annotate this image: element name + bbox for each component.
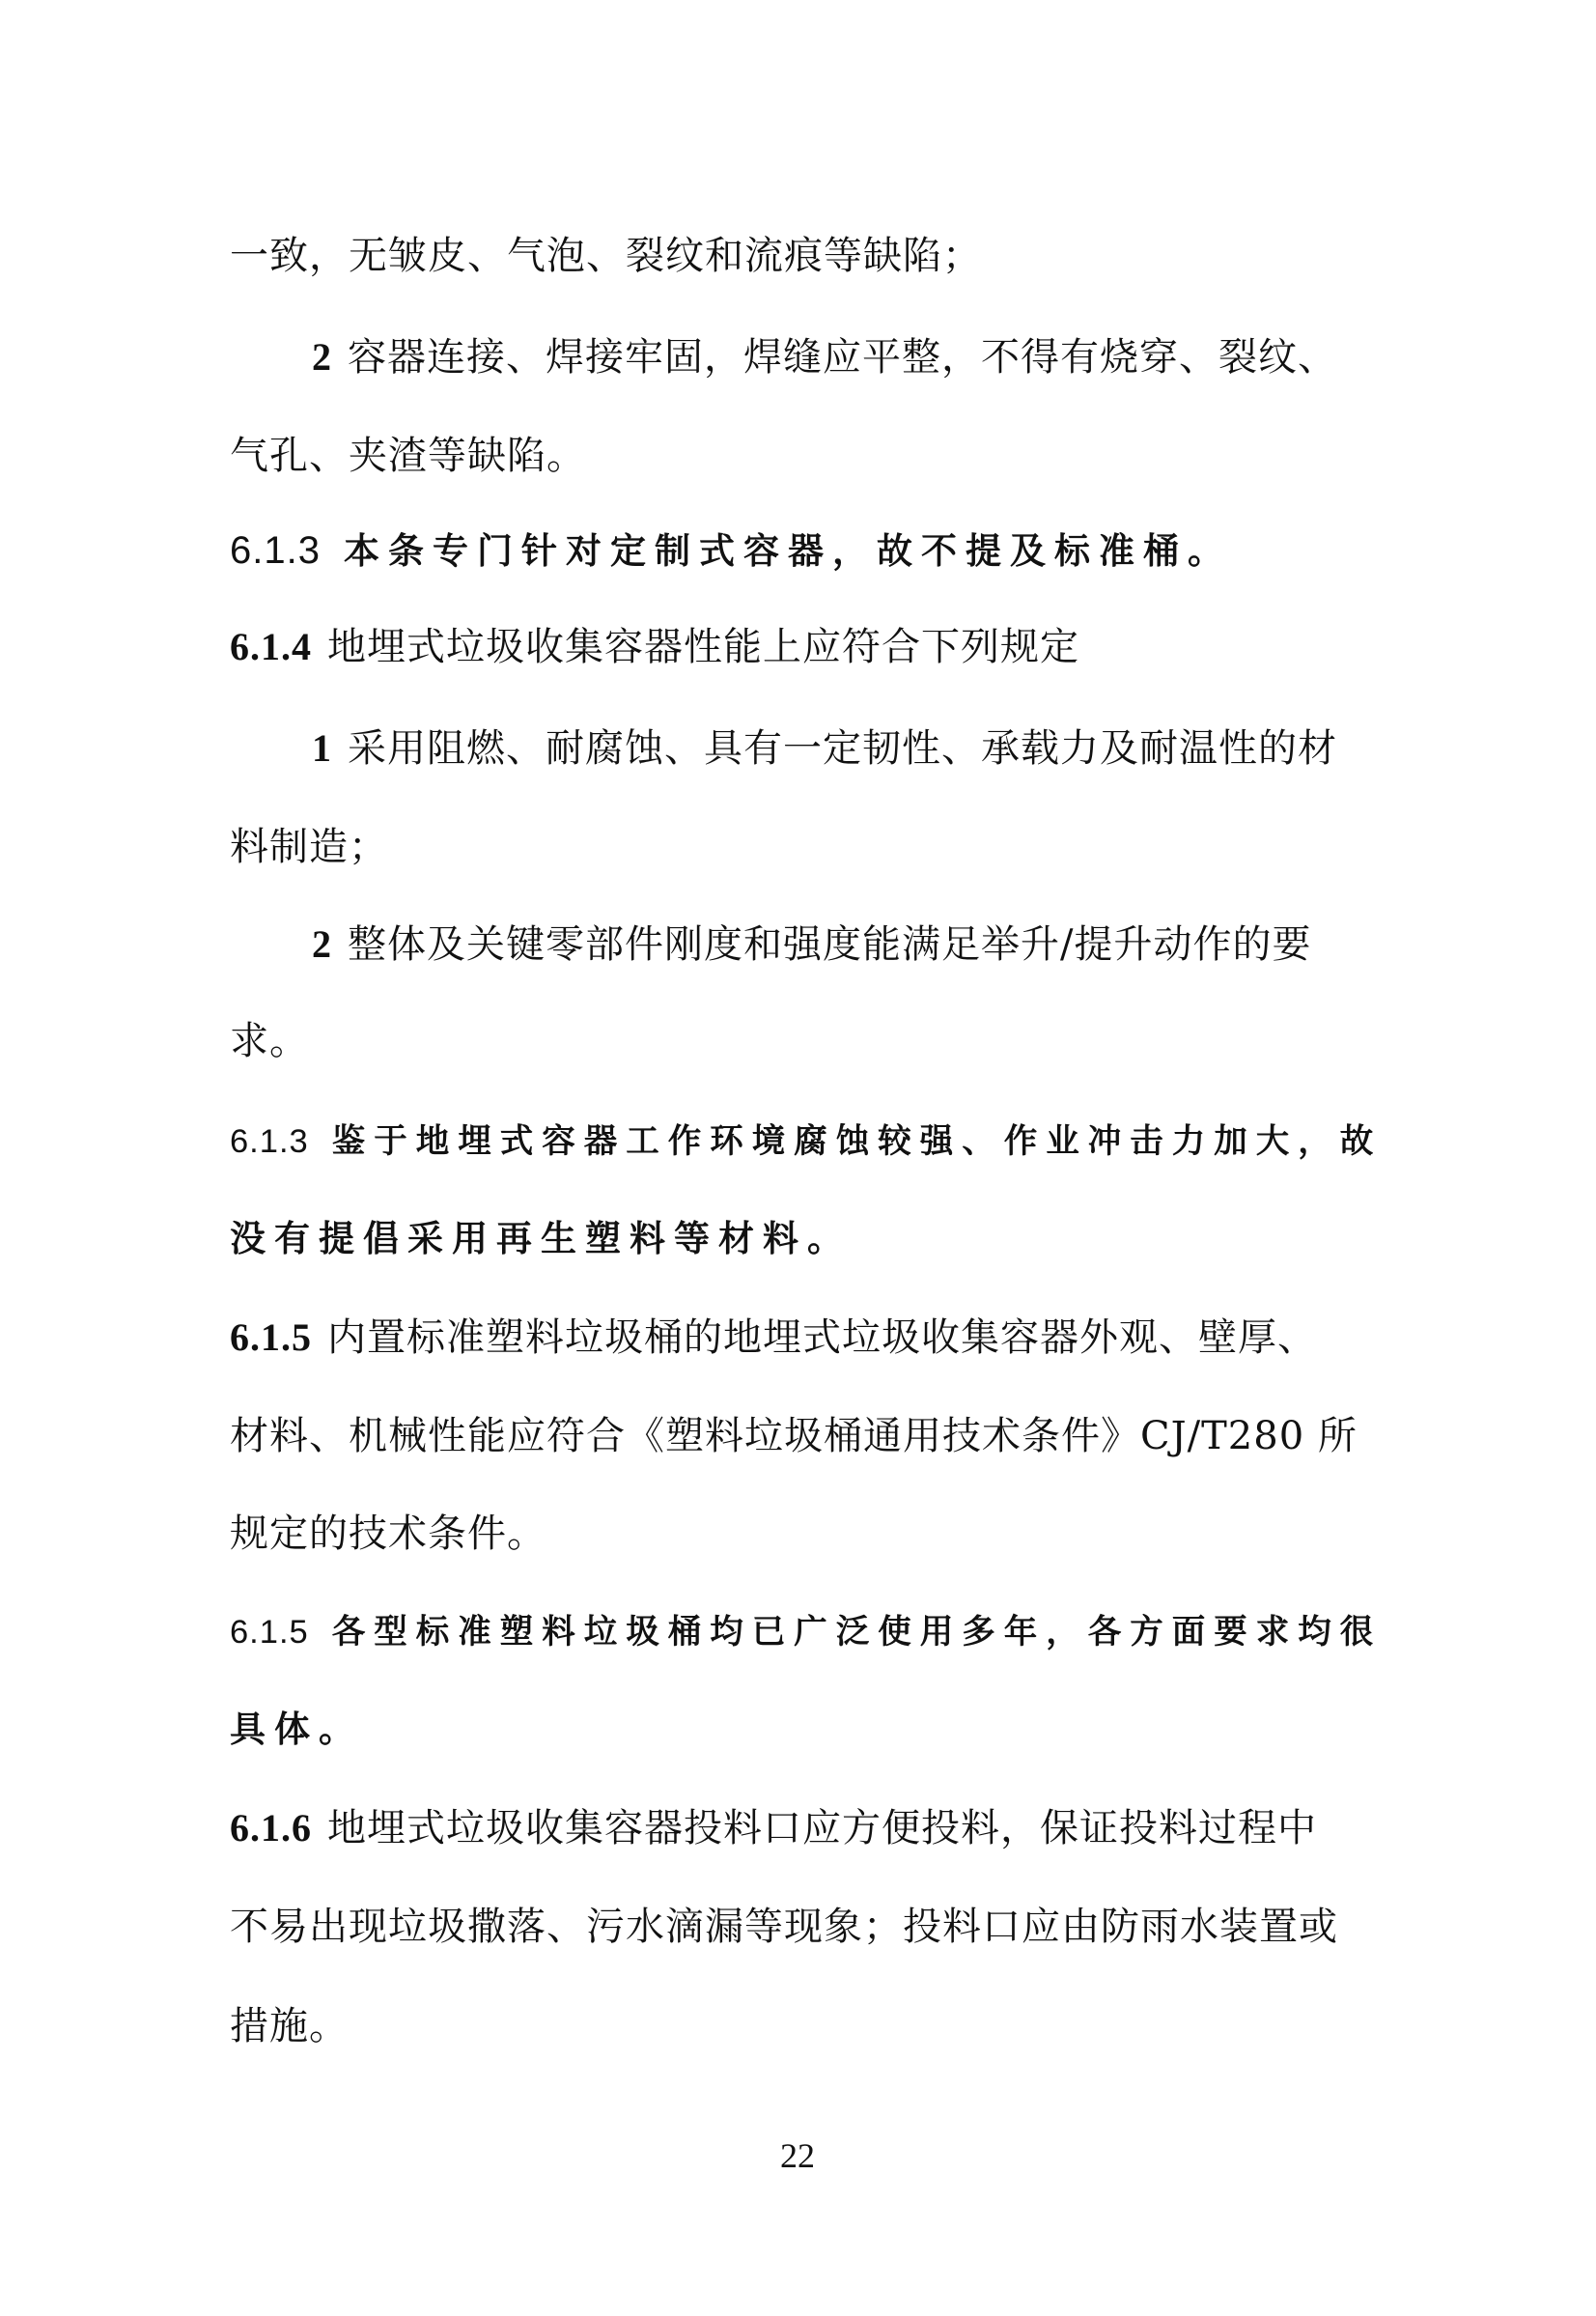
item-number: 2 <box>312 335 332 379</box>
numbered-item <box>312 920 1388 969</box>
item-number: 2 <box>312 922 332 966</box>
text-line <box>230 1903 1388 1951</box>
explanation-text: 具体。 <box>230 1709 363 1750</box>
explanation-line <box>230 1705 1388 1754</box>
clause-number: 6.1.4 <box>230 625 312 668</box>
clause-text: 地埋式垃圾收集容器性能上应符合下列规定 <box>327 625 1079 669</box>
explanation-text: 各型标准塑料垃圾桶均已广泛使用多年，各方面要求均很 <box>331 1613 1383 1652</box>
text-line <box>230 232 1388 280</box>
line-text: 容器连接、焊接牢固，焊缝应平整，不得有烧穿、裂纹、 <box>348 335 1337 380</box>
clause-text: 内置标准塑料垃圾桶的地埋式垃圾收集容器外观、壁厚、 <box>327 1315 1317 1360</box>
clause-heading <box>230 1313 1388 1362</box>
clause-heading <box>230 1804 1388 1852</box>
numbered-item <box>312 724 1388 773</box>
text-line <box>230 1412 1388 1460</box>
text-line <box>230 1510 1388 1558</box>
clause-number: 6.1.5 <box>230 1315 312 1359</box>
explanation-text: 本条专门针对定制式容器，故不提及标准桶。 <box>343 530 1232 572</box>
text-line <box>230 2002 1388 2050</box>
explanation-text: 没有提倡采用再生塑料等材料。 <box>230 1218 852 1259</box>
clause-number: 6.1.6 <box>230 1806 312 1850</box>
line-text: 材料、机械性能应符合《塑料垃圾桶通用技术条件》CJ/T280 所 <box>230 1414 1358 1458</box>
clause-number: 6.1.5 <box>230 1614 309 1651</box>
text-line <box>230 432 1388 480</box>
clause-number: 6.1.3 <box>230 1123 309 1160</box>
line-text: 一致，无皱皮、气泡、裂纹和流痕等缺陷； <box>230 234 982 278</box>
explanation-line <box>230 1608 1388 1656</box>
line-text: 采用阻燃、耐腐蚀、具有一定韧性、承载力及耐温性的材 <box>348 726 1337 771</box>
explanation-line <box>230 1117 1388 1166</box>
item-number: 1 <box>312 726 332 770</box>
explanation-line <box>230 1214 1388 1263</box>
clause-heading <box>230 623 1388 671</box>
page-number: 22 <box>780 2136 815 2175</box>
line-text: 求。 <box>230 1019 309 1063</box>
line-text: 气孔、夹渣等缺陷。 <box>230 434 586 478</box>
line-text: 整体及关键零部件刚度和强度能满足举升/提升动作的要 <box>348 922 1312 967</box>
line-text: 措施。 <box>230 2004 349 2048</box>
explanation-line <box>230 526 1388 576</box>
numbered-item <box>312 333 1388 381</box>
clause-text: 地埋式垃圾收集容器投料口应方便投料，保证投料过程中 <box>327 1806 1317 1850</box>
text-line <box>230 823 1388 871</box>
line-text: 料制造； <box>230 825 388 869</box>
explanation-text: 鉴于地埋式容器工作环境腐蚀较强、作业冲击力加大，故 <box>331 1122 1383 1161</box>
clause-number: 6.1.3 <box>230 529 321 572</box>
line-text: 不易出现垃圾撒落、污水滴漏等现象；投料口应由防雨水装置或 <box>230 1905 1338 1949</box>
text-line <box>230 1017 1388 1065</box>
line-text: 规定的技术条件。 <box>230 1511 546 1556</box>
